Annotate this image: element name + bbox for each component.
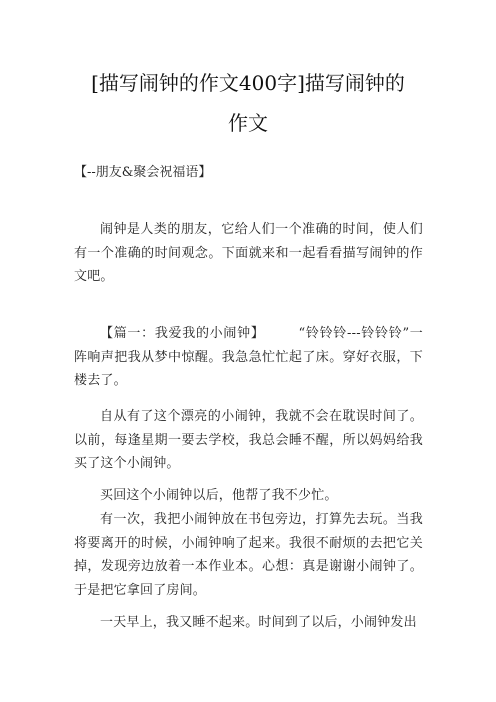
document-title [40, 63, 456, 143]
body-paragraph-4: 有一次，我把小闹钟放在书包旁边，打算先去玩。当我将要离开的时候，小闹钟响了起来。我很不耐烦的去把它关掉，发现旁边放着一本作业本。心想：真是谢谢小闹钟了。于是把它拿回了房间。 [74, 512, 423, 598]
body-paragraph-5: 一天早上，我又睡不起来。时间到了以后，小闹钟发出 [100, 615, 417, 630]
body-paragraph-3: 买回这个小闹钟以后，他帮了我不少忙。 [100, 488, 338, 503]
section-one-body: “铃铃铃---铃铃铃”一阵响声把我从梦中惊醒。我急急忙忙起了床。穿好衣服，下楼去了。 [74, 326, 423, 388]
category-tag: 【--朋友&聚会祝福语】 [74, 165, 212, 180]
body-paragraph-2: 自从有了这个漂亮的小闹钟，我就不会在耽误时间了。以前，每逢星期一要去学校，我总会睡不醒，所以妈妈给我买了这个小闹钟。 [74, 409, 423, 471]
section-one-heading: 【篇一：我爱我的小闹钟】 [100, 326, 265, 341]
title-line-1: [描写闹钟的作文400字]描写闹钟的 [91, 71, 405, 95]
section-one-paragraph [74, 322, 423, 393]
intro-paragraph: 闹钟是人类的朋友，它给人们一个准确的时间，使人们有一个准确的时间观念。下面就来和一起看看描写闹钟的作文吧。 [74, 222, 423, 284]
title-line-2: 作文 [228, 111, 268, 135]
